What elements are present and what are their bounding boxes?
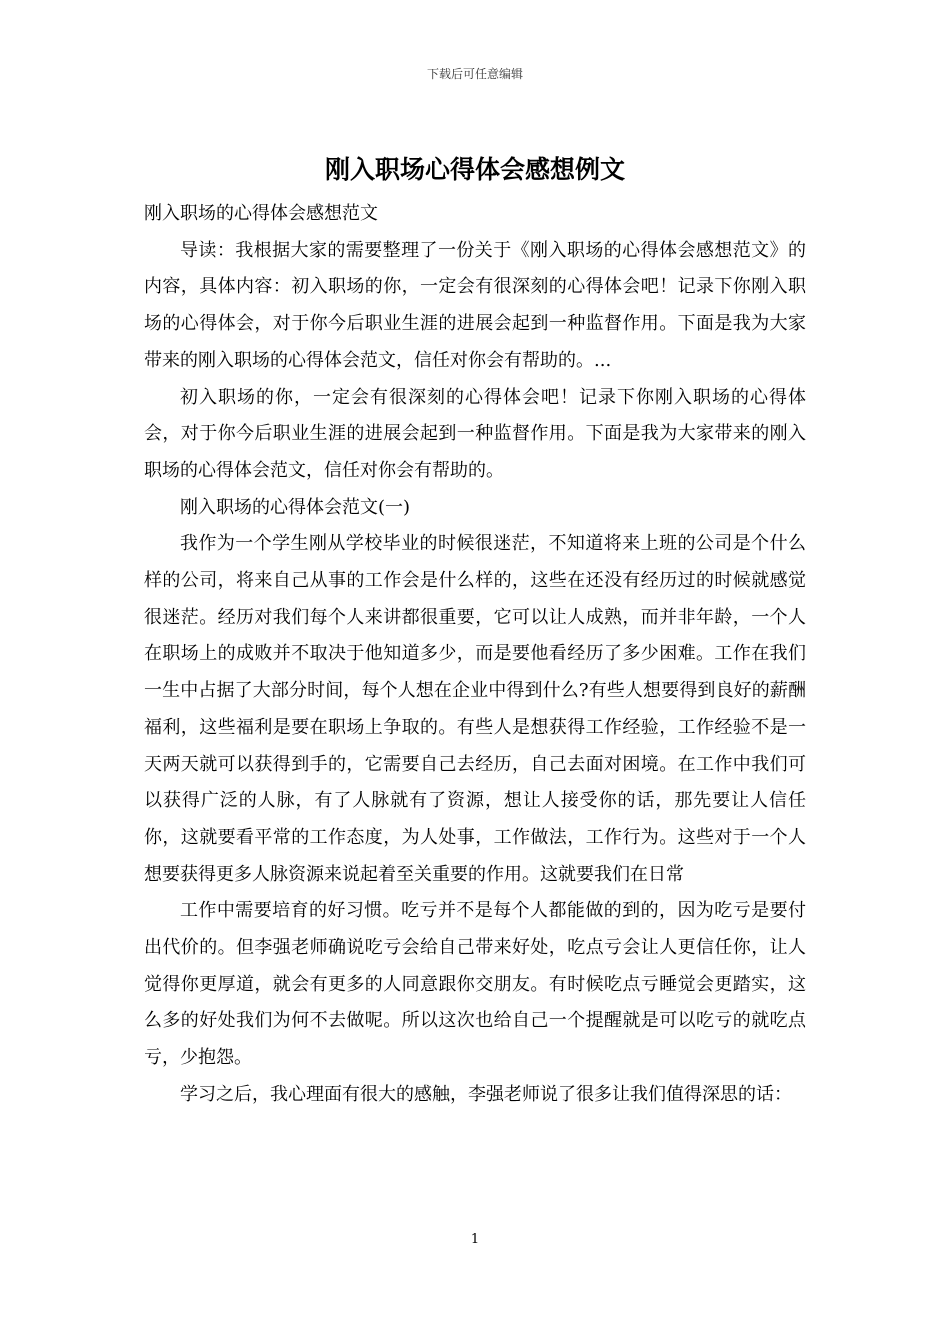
document-subtitle: 刚入职场的心得体会感想范文 xyxy=(144,203,378,224)
page-number: 1 xyxy=(470,1232,480,1247)
page-header: 下载后可任意编辑 xyxy=(426,67,523,81)
paragraph-opening: 初入职场的你，一定会有很深刻的心得体会吧！记录下你刚入职场的心得体会，对于你今后职业生涯的进展会起到一种监督作用。下面是我为大家带来的刚入职场的心得体会范文，信任对你会有帮助的。 xyxy=(144,386,806,481)
paragraph-intro: 导读：我根据大家的需要整理了一份关于《刚入职场的心得体会感想范文》的内容，具体内容：初入职场的你，一定会有很深刻的心得体会吧！记录下你刚入职场的心得体会，对于你今后职业生涯的进展会起到一种监督作用。下面是我为大家带来的刚入职场的心得体会范文，信任对你会有帮助的。... xyxy=(144,239,806,371)
paragraph-experience: 我作为一个学生刚从学校毕业的时候很迷茫，不知道将来上班的公司是个什么样的公司，将来自己从事的工作会是什么样的，这些在还没有经历过的时候就感觉很迷茫。经历对我们每个人来讲都很重要，它可以让人成熟，而并非年龄，一个人在职场上的成败并不取决于他知道多少，而是要他看经历了多少困难。工作在我们一生中占据了大部分时间，每个人想在企业中得到什么?有些人想要得到良好的薪酬福利，这些福利是要在职场上争取的。有些人是想获得工作经验，工作经验不是一天两天就可以获得到手的，它需要自己去经历，自己去面对困境。在工作中我们可以获得广泛的人脉，有了人脉就有了资源，想让人接受你的话，那先要让人信任你，这就要看平常的工作态度，为人处事，工作做法，工作行为。这些对于一个人想要获得更多人脉资源来说起着至关重要的作用。这就要我们在日常 xyxy=(144,533,806,885)
document-body xyxy=(144,196,806,1114)
document-title: 刚入职场心得体会感想例文 xyxy=(324,155,625,184)
paragraph-habits: 工作中需要培育的好习惯。吃亏并不是每个人都能做的到的，因为吃亏是要付出代价的。但李强老师确说吃亏会给自己带来好处，吃点亏会让人更信任你，让人觉得你更厚道，就会有更多的人同意跟你交朋友。有时候吃点亏睡觉会更踏实，这么多的好处我们为何不去做呢。所以这次也给自己一个提醒就是可以吃亏的就吃点亏，少抱怨。 xyxy=(144,900,806,1069)
section-heading: 刚入职场的心得体会范文(一) xyxy=(180,496,411,518)
paragraph-reflection: 学习之后，我心理面有很大的感触，李强老师说了很多让我们值得深思的话： xyxy=(180,1083,792,1105)
